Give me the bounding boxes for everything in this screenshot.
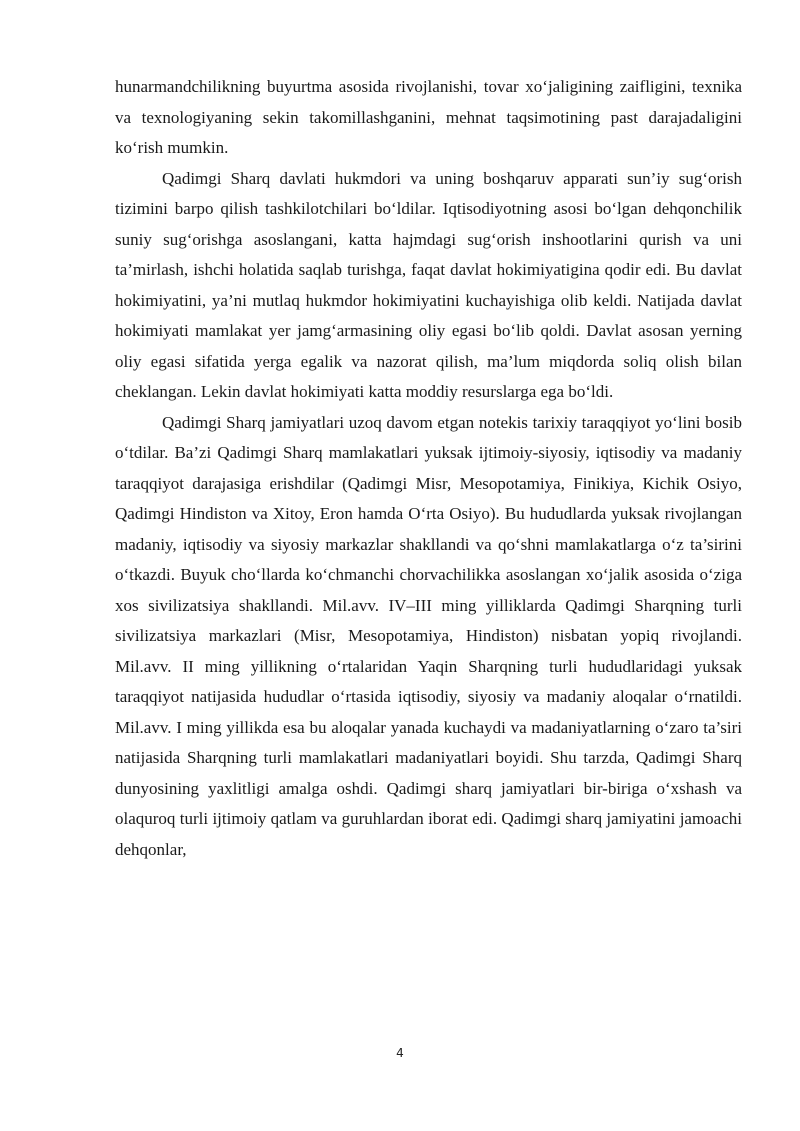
paragraph-continued: hunarmandchilikning buyurtma asosida rivojlanishi, tovar xo‘jaligining zaifligini, texnika va texnologiyaning sekin takomillashganini, mehnat taqsimotining past darajadaligini ko‘rish mumkin.: [115, 77, 742, 157]
paragraph: Qadimgi Sharq davlati hukmdori va uning boshqaruv apparati sun’iy sug‘orish tizimini barpo qilish tashkilotchilari bo‘ldilar. Iqtisodiyotning asosi bo‘lgan dehqonchilik suniy sug‘orishga asoslangani, katta hajmdagi sug‘orish inshootlarini qurish va uni ta’mirlash, ishchi holatida saqlab turishga, faqat davlat hokimiyatigina qodir edi. Bu davlat hokimiyatini, ya’ni mutlaq hukmdor hokimiyatini kuchayishiga olib keldi. Natijada davlat hokimiyati mamlakat yer jamg‘armasining oliy egasi bo‘lib qoldi. Davlat asosan yerning oliy egasi sifatida yerga egalik va nazorat qilish, ma’lum miqdorda soliq olish bilan cheklangan. Lekin davlat hokimiyati katta moddiy resurslarga ega bo‘ldi.: [115, 168, 742, 401]
paragraph: Qadimgi Sharq jamiyatlari uzoq davom etgan notekis tarixiy taraqqiyot yo‘lini bosib o‘tdilar. Ba’zi Qadimgi Sharq mamlakatlari yuksak ijtimoiy-siyosiy, iqtisodiy va madaniy taraqqiyot darajasiga erishdilar (Qadimgi Misr, Mesopotamiya, Finikiya, Kichik Osiyo, Qadimgi Hindiston va Xitoy, Eron hamda O‘rta Osiyo). Bu hududlarda yuksak rivojlangan madaniy, iqtisodiy va siyosiy markazlar shakllandi va qo‘shni mamlakatlarga o‘z ta’sirini o‘tkazdi. Buyuk cho‘llarda ko‘chmanchi chorvachilikka asoslangan xo‘jalik asosida o‘ziga xos sivilizatsiya shakllandi. Mil.avv. IV–III ming yilliklarda Qadimgi Sharqning turli sivilizatsiya markazlari (Misr, Mesopotamiya, Hindiston) nisbatan yopiq rivojlandi. Mil.avv. II ming yillikning o‘rtalaridan Yaqin Sharqning turli hududlaridagi yuksak taraqqiyot natijasida hududlar o‘rtasida iqtisodiy, siyosiy va madaniy aloqalar o‘rnatildi. Mil.avv. I ming yillikda esa bu aloqalar yanada kuchaydi va madaniyatlarning o‘zaro ta’siri natijasida Sharqning turli mamlakatlari madaniyatlari boyidi. Shu tarzda, Qadimgi Sharq dunyosining yaxlitligi amalga oshdi. Qadimgi sharq jamiyatlari bir-biriga o‘xshash va olaquroq turli ijtimoiy qatlam va guruhlardan iborat edi. Qadimgi sharq jamiyatini jamoachi dehqonlar,: [115, 412, 742, 859]
document-body: [115, 72, 742, 865]
page-number: 4: [396, 1046, 404, 1060]
